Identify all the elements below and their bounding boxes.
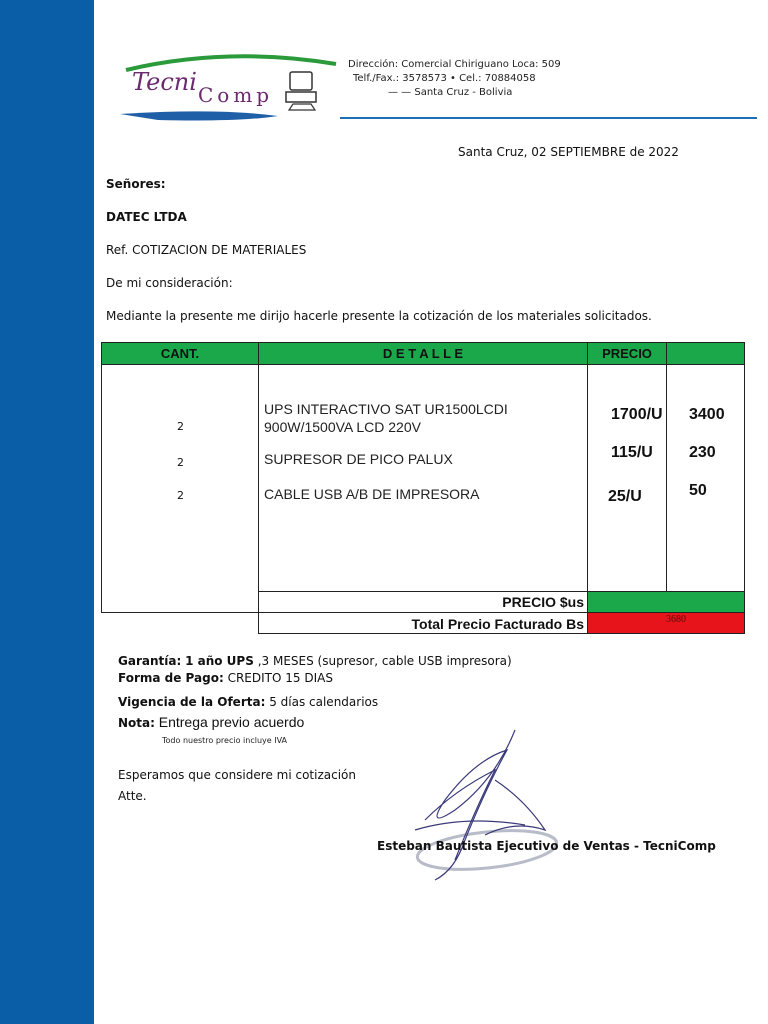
row1-total: 3400 xyxy=(689,406,725,423)
payment-line xyxy=(118,671,333,685)
city-line: — — Santa Cruz - Bolivia xyxy=(388,87,513,98)
warranty-value-bold: 1 año UPS xyxy=(185,654,254,668)
row3-total: 50 xyxy=(689,482,707,499)
row2-unit-price: 115/U xyxy=(611,444,653,461)
row3-detail: CABLE USB A/B DE IMPRESORA xyxy=(264,486,480,502)
row2-total: 230 xyxy=(689,444,716,461)
blue-sidebar xyxy=(0,0,94,1024)
row1-qty: 2 xyxy=(177,420,184,433)
precio-usd-value xyxy=(587,591,745,613)
precio-usd-row xyxy=(258,591,588,613)
logo-text-comp: Comp xyxy=(198,83,274,107)
logo-text-tecni: Tecni xyxy=(132,68,197,96)
total-column xyxy=(666,364,745,592)
unit-price-column xyxy=(587,364,667,592)
iva-note: Todo nuestro precio incluye IVA xyxy=(162,736,288,745)
payment-value: CREDITO 15 DIAS xyxy=(227,671,333,685)
warranty-label: Garantía: xyxy=(118,654,182,668)
note-line xyxy=(118,714,304,730)
row3-unit-price: 25/U xyxy=(608,488,642,505)
closing-hope: Esperamos que considere mi cotización xyxy=(118,768,356,782)
note-label: Nota: xyxy=(118,716,155,730)
header-precio: PRECIO xyxy=(587,342,667,365)
validity-value: 5 días calendarios xyxy=(269,695,379,709)
note-value: Entrega previo acuerdo xyxy=(158,714,305,730)
row1-unit-price: 1700/U xyxy=(611,406,663,423)
header-rule xyxy=(340,117,757,119)
address-line: Dirección: Comercial Chiriguano Loca: 509 xyxy=(348,59,561,70)
total-value: 3680 xyxy=(666,614,686,625)
phone-line: Telf./Fax.: 3578573 • Cel.: 70884058 xyxy=(353,73,536,84)
company-address xyxy=(348,58,561,100)
detail-column xyxy=(258,364,588,592)
closing-regards: Atte. xyxy=(118,789,147,803)
total-value-cell xyxy=(587,612,745,634)
row1-detail-line1: UPS INTERACTIVO SAT UR1500LCDI xyxy=(264,401,508,417)
validity-line xyxy=(118,695,378,709)
total-row xyxy=(258,612,588,634)
letter-date: Santa Cruz, 02 SEPTIEMBRE de 2022 xyxy=(458,145,679,159)
recipient: DATEC LTDA xyxy=(106,210,187,224)
payment-label: Forma de Pago: xyxy=(118,671,224,685)
header-detalle: D E T A L L E xyxy=(258,342,588,365)
header-cant: CANT. xyxy=(101,342,259,365)
validity-label: Vigencia de la Oferta: xyxy=(118,695,266,709)
salutation: Señores: xyxy=(106,177,166,191)
tecnicomp-logo xyxy=(118,52,343,124)
reference: Ref. COTIZACION DE MATERIALES xyxy=(106,243,307,257)
warranty-line xyxy=(118,654,512,668)
total-label: Total Precio Facturado Bs xyxy=(411,616,584,632)
row2-detail: SUPRESOR DE PICO PALUX xyxy=(264,451,453,467)
warranty-value: ,3 MESES (supresor, cable USB impresora) xyxy=(257,654,512,668)
greeting: De mi consideración: xyxy=(106,276,233,290)
signature-image xyxy=(395,720,560,890)
header-total xyxy=(666,342,745,365)
row2-qty: 2 xyxy=(177,456,184,469)
precio-usd-label: PRECIO $us xyxy=(502,594,584,610)
signer-name: Esteban Bautista Ejecutivo de Ventas - TecniComp xyxy=(377,839,716,853)
row3-qty: 2 xyxy=(177,489,184,502)
intro-text: Mediante la presente me dirijo hacerle presente la cotización de los materiales solicitados. xyxy=(106,309,652,323)
row1-detail-line2: 900W/1500VA LCD 220V xyxy=(264,419,421,435)
